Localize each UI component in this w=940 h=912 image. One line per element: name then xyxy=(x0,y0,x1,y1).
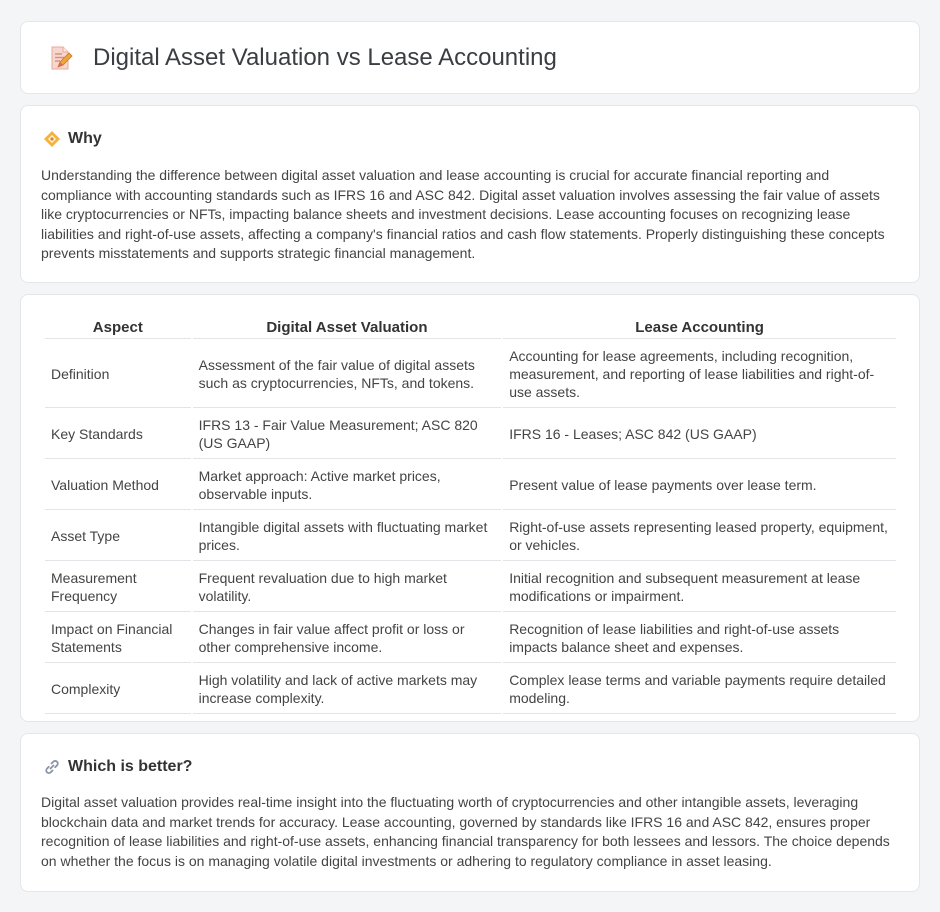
cell-aspect: Key Standards xyxy=(45,410,191,459)
title-card xyxy=(20,21,920,94)
table-row xyxy=(45,341,896,408)
cell-aspect: Asset Type xyxy=(45,512,191,561)
cell-digital: Market approach: Active market prices, observable inputs. xyxy=(193,461,502,510)
which-is-better-heading: Which is better? xyxy=(68,758,193,775)
comparison-section xyxy=(20,294,920,722)
cell-lease: Initial recognition and subsequent measurement at lease modifications or impairment. xyxy=(503,563,896,612)
cell-digital: Changes in fair value affect profit or loss or other comprehensive income. xyxy=(193,614,502,663)
header-aspect: Aspect xyxy=(45,317,191,339)
cell-digital: Frequent revaluation due to high market volatility. xyxy=(193,563,502,612)
cell-digital: Assessment of the fair value of digital assets such as cryptocurrencies, NFTs, and tokens. xyxy=(193,341,502,408)
link-icon xyxy=(43,758,61,776)
cell-aspect: Valuation Method xyxy=(45,461,191,510)
table-row xyxy=(45,410,896,459)
table-row xyxy=(45,512,896,561)
which-is-better-text: Digital asset valuation provides real-time insight into the fluctuating worth of cryptocurrencies and other intangible assets, leveraging blockchain data and market trends for accuracy. Lease accounting, governed by standards like IFRS 16 and ASC 842, ensures proper recognition of lease liabilities and right-of-use assets, enhancing financial transparency for both lessees and lessors. The choice depends on whether the focus is on managing volatile digital investments or adhering to regulatory compliance in asset leasing. xyxy=(41,794,890,869)
cell-lease: Present value of lease payments over lease term. xyxy=(503,461,896,510)
why-heading: Why xyxy=(68,130,102,147)
cell-digital: IFRS 13 - Fair Value Measurement; ASC 820 (US GAAP) xyxy=(193,410,502,459)
table-row xyxy=(45,614,896,663)
cell-lease: IFRS 16 - Leases; ASC 842 (US GAAP) xyxy=(503,410,896,459)
cell-lease: Accounting for lease agreements, including recognition, measurement, and reporting of lease liabilities and right-of-use assets. xyxy=(503,341,896,408)
table-row xyxy=(45,665,896,714)
cell-aspect: Definition xyxy=(45,341,191,408)
cell-aspect: Measurement Frequency xyxy=(45,563,191,612)
cell-digital: High volatility and lack of active markets may increase complexity. xyxy=(193,665,502,714)
cell-lease: Right-of-use assets representing leased property, equipment, or vehicles. xyxy=(503,512,896,561)
cell-digital: Intangible digital assets with fluctuating market prices. xyxy=(193,512,502,561)
table-header-row xyxy=(45,317,896,339)
cell-aspect: Complexity xyxy=(45,665,191,714)
diamond-bullet-icon xyxy=(43,130,61,148)
page-title: Digital Asset Valuation vs Lease Accounting xyxy=(93,43,557,71)
cell-lease: Recognition of lease liabilities and right-of-use assets impacts balance sheet and expenses. xyxy=(503,614,896,663)
which-is-better-section xyxy=(20,733,920,892)
cell-aspect: Impact on Financial Statements xyxy=(45,614,191,663)
cell-lease: Complex lease terms and variable payments require detailed modeling. xyxy=(503,665,896,714)
header-digital-asset-valuation: Digital Asset Valuation xyxy=(193,317,502,339)
comparison-table xyxy=(43,315,898,716)
why-text: Understanding the difference between digital asset valuation and lease accounting is crucial for accurate financial reporting and compliance with accounting standards such as IFRS 16 and ASC 842. Digital asset valuation involves assessing the fair value of assets like cryptocurrencies or NFTs, impacting balance sheets and investment decisions. Lease accounting focuses on recognizing lease liabilities and right-of-use assets, affecting a company's financial ratios and cash flow statements. Properly distinguishing these concepts prevents misstatements and supports strategic financial management. xyxy=(41,167,885,262)
table-row xyxy=(45,461,896,510)
document-pencil-icon xyxy=(47,45,73,71)
header-lease-accounting: Lease Accounting xyxy=(503,317,896,339)
why-section xyxy=(20,105,920,283)
table-row xyxy=(45,563,896,612)
